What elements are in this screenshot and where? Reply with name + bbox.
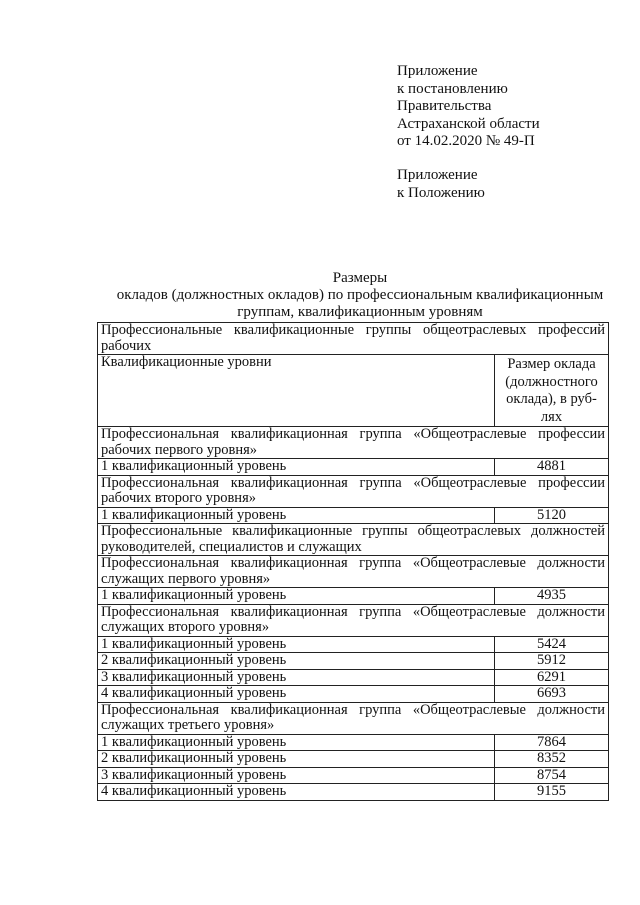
group-title: Профессиональная квалификационная группа «Общеотраслевые должности служащих третьего уровня» bbox=[98, 702, 609, 734]
level-cell: 3 квалификационный уровень bbox=[98, 767, 495, 784]
appendix-line: Правительства bbox=[397, 98, 492, 114]
group-row bbox=[98, 702, 609, 734]
appendix2-line: к Положению bbox=[397, 184, 485, 201]
level-cell: 1 квалификационный уровень bbox=[98, 588, 495, 605]
group-title: Профессиональная квалификационная группа «Общеотраслевые должности служащих второго уровня» bbox=[98, 604, 609, 636]
salary-cell: 9155 bbox=[495, 784, 609, 801]
header-row bbox=[98, 355, 609, 427]
salary-cell: 5424 bbox=[495, 636, 609, 653]
level-cell: 4 квалификационный уровень bbox=[98, 686, 495, 703]
column-header-level: Квалификационные уровни bbox=[98, 355, 495, 427]
group-title: Профессиональная квалификационная группа «Общеотраслевые профессии рабочих второго уровня» bbox=[98, 475, 609, 507]
table-row bbox=[98, 767, 609, 784]
table-row bbox=[98, 686, 609, 703]
salary-cell: 6291 bbox=[495, 669, 609, 686]
salary-cell: 4881 bbox=[495, 459, 609, 476]
title-line-1: Размеры bbox=[332, 270, 388, 286]
group-row bbox=[98, 604, 609, 636]
appendix2-line: Приложение bbox=[397, 167, 478, 183]
section-title: Профессиональные квалификационные группы общеотраслевых профессий рабочих bbox=[98, 323, 609, 355]
table-row bbox=[98, 636, 609, 653]
group-row bbox=[98, 556, 609, 588]
salary-cell: 8754 bbox=[495, 767, 609, 784]
group-title: Профессиональная квалификационная группа «Общеотраслевые должности служащих первого уровня» bbox=[98, 556, 609, 588]
appendix-to-regulation-block bbox=[397, 167, 485, 202]
group-row bbox=[98, 475, 609, 507]
group-title: Профессиональная квалификационная группа «Общеотраслевые профессии рабочих первого уровня» bbox=[98, 427, 609, 459]
salary-cell: 5912 bbox=[495, 653, 609, 670]
level-cell: 4 квалификационный уровень bbox=[98, 784, 495, 801]
table-row bbox=[98, 751, 609, 768]
salary-cell: 5120 bbox=[495, 507, 609, 524]
salary-cell: 8352 bbox=[495, 751, 609, 768]
table-row bbox=[98, 784, 609, 801]
level-cell: 1 квалификационный уровень bbox=[98, 636, 495, 653]
appendix-line: Астраханской области bbox=[397, 115, 540, 132]
appendix-date-line: от 14.02.2020 № 49-П bbox=[397, 133, 535, 149]
appendix-line: Приложение bbox=[397, 63, 478, 79]
table-row bbox=[98, 653, 609, 670]
table-row bbox=[98, 734, 609, 751]
section-row bbox=[98, 323, 609, 355]
table-row bbox=[98, 507, 609, 524]
salary-table bbox=[97, 322, 609, 801]
column-header-salary: Размер оклада (должностного оклада), в руб-лях bbox=[495, 355, 609, 427]
salary-table-container bbox=[97, 322, 608, 801]
level-cell: 2 квалификационный уровень bbox=[98, 751, 495, 768]
level-cell: 1 квалификационный уровень bbox=[98, 459, 495, 476]
appendix-block bbox=[397, 63, 540, 151]
level-cell: 1 квалификационный уровень bbox=[98, 507, 495, 524]
level-cell: 2 квалификационный уровень bbox=[98, 653, 495, 670]
document-title bbox=[96, 270, 624, 321]
salary-cell: 6693 bbox=[495, 686, 609, 703]
section-title: Профессиональные квалификационные группы общеотраслевых должностей руководителей, специалистов и служащих bbox=[98, 524, 609, 556]
salary-cell: 7864 bbox=[495, 734, 609, 751]
title-line-2: окладов (должностных окладов) по профессиональным квалификационным bbox=[116, 287, 604, 303]
salary-cell: 4935 bbox=[495, 588, 609, 605]
title-line-3: группам, квалификационным уровням bbox=[237, 304, 483, 320]
group-row bbox=[98, 427, 609, 459]
appendix-line: к постановлению bbox=[397, 80, 508, 97]
level-cell: 3 квалификационный уровень bbox=[98, 669, 495, 686]
table-row bbox=[98, 669, 609, 686]
table-row bbox=[98, 459, 609, 476]
section-row bbox=[98, 524, 609, 556]
table-row bbox=[98, 588, 609, 605]
level-cell: 1 квалификационный уровень bbox=[98, 734, 495, 751]
